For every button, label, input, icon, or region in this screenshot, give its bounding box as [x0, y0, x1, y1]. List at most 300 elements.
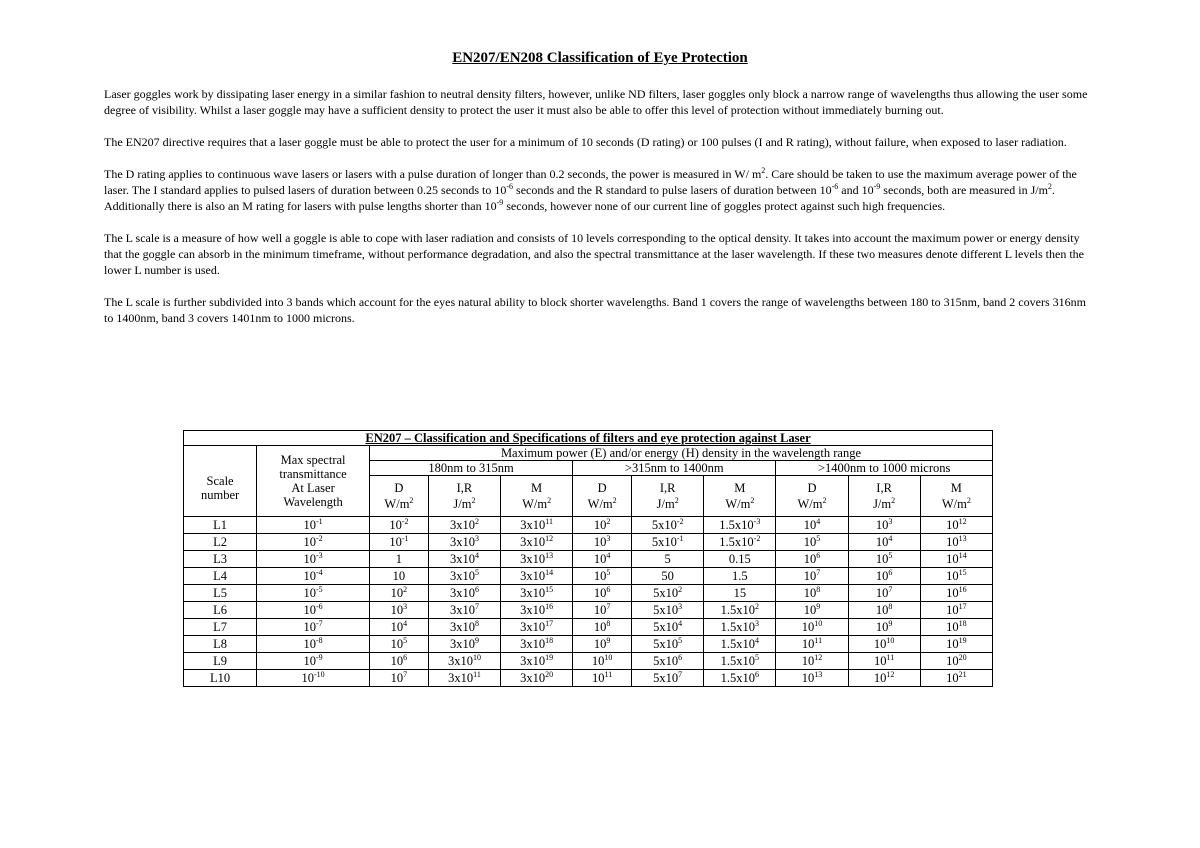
- table-cell: [501, 619, 573, 636]
- cell-exponent: 10: [886, 636, 895, 645]
- cell-base: 10: [303, 535, 316, 549]
- table-cell: [632, 534, 704, 551]
- cell-base: 1.5x10: [719, 535, 754, 549]
- cell-base: 10: [803, 552, 817, 566]
- cell-base: 10: [592, 671, 605, 685]
- column-unit-header: [776, 476, 848, 517]
- cell-base: 3x10: [520, 518, 546, 532]
- cell-base: 10: [803, 569, 817, 583]
- table-cell: [704, 653, 776, 670]
- unit-superscript: 2: [547, 496, 552, 505]
- cell-exponent: 7: [816, 568, 821, 577]
- table-cell: [632, 636, 704, 653]
- cell-exponent: 4: [755, 636, 759, 645]
- cell-base: 10: [875, 569, 889, 583]
- table-cell: [776, 517, 848, 534]
- cell-exponent: 8: [888, 602, 893, 611]
- cell-base: 10: [946, 654, 959, 668]
- scale-level-cell: L6: [184, 602, 257, 619]
- cell-exponent: 3: [755, 619, 759, 628]
- column-unit: [634, 496, 701, 512]
- cell-base: 10: [946, 620, 959, 634]
- cell-exponent: 6: [403, 653, 408, 662]
- table-cell: [428, 585, 500, 602]
- cell-exponent: 2: [403, 585, 408, 594]
- cell-base: 3x10: [449, 603, 475, 617]
- table-cell: [369, 534, 428, 551]
- cell-base: 10: [593, 603, 607, 617]
- cell-base: 10: [801, 654, 815, 668]
- table-cell: [632, 585, 704, 602]
- cell-exponent: -10: [313, 670, 325, 679]
- cell-base: 10: [946, 552, 959, 566]
- cell-exponent: 8: [816, 585, 821, 594]
- table-cell: [848, 534, 920, 551]
- cell-exponent: 14: [545, 568, 554, 577]
- table-cell: [257, 602, 370, 619]
- table-cell: [369, 602, 428, 619]
- cell-exponent: 2: [474, 517, 479, 526]
- cell-base: 5x10: [653, 603, 679, 617]
- table-row: [184, 534, 993, 551]
- cell-base: 10: [946, 518, 959, 532]
- cell-base: 3x10: [449, 535, 475, 549]
- cell-exponent: 20: [545, 670, 554, 679]
- band-header: 180nm to 315nm: [369, 461, 572, 476]
- unit-text: J/m: [656, 497, 675, 511]
- table-cell: [501, 602, 573, 619]
- table-cell: [776, 670, 848, 687]
- cell-base: 3x10: [449, 569, 475, 583]
- table-cell: [573, 534, 632, 551]
- cell-base: 1.5x10: [719, 518, 754, 532]
- table-cell: [848, 636, 920, 653]
- cell-exponent: -4: [315, 568, 323, 577]
- superscript: -6: [506, 182, 514, 191]
- table-cell: [428, 602, 500, 619]
- cell-exponent: 8: [474, 619, 479, 628]
- cell-exponent: 5: [755, 653, 759, 662]
- cell-base: 10: [591, 654, 605, 668]
- scale-level-cell: L2: [184, 534, 257, 551]
- table-cell: [848, 602, 920, 619]
- table-cell: [704, 670, 776, 687]
- unit-text: W/m: [797, 497, 823, 511]
- column-unit: [372, 496, 426, 512]
- cell-exponent: 15: [545, 585, 554, 594]
- table-cell: [632, 602, 704, 619]
- column-name: I,R: [876, 481, 892, 495]
- cell-exponent: 9: [888, 619, 893, 628]
- document-body: [104, 86, 1088, 342]
- table-cell: [501, 670, 573, 687]
- cell-base: 10: [593, 518, 607, 532]
- cell-base: 10: [946, 569, 959, 583]
- column-unit: [851, 496, 918, 512]
- text-run: seconds, however none of our current line of goggles protect against such high frequencies.: [503, 199, 946, 213]
- transmittance-header-line: Max spectral: [280, 453, 346, 467]
- cell-base: 10: [389, 518, 402, 532]
- cell-exponent: 2: [755, 602, 759, 611]
- cell-base: 10: [874, 654, 887, 668]
- cell-base: 10: [303, 518, 316, 532]
- cell-exponent: 12: [814, 653, 823, 662]
- cell-exponent: 9: [606, 636, 611, 645]
- unit-text: W/m: [725, 497, 751, 511]
- cell-base: 1.5x10: [720, 654, 755, 668]
- band-header: >1400nm to 1000 microns: [776, 461, 993, 476]
- band-header: >315nm to 1400nm: [573, 461, 776, 476]
- cell-exponent: -2: [315, 534, 323, 543]
- table-cell: [573, 517, 632, 534]
- paragraph-goggles-intro: Laser goggles work by dissipating laser energy in a similar fashion to neutral density filters, however, unlike ND filters, laser goggles only block a narrow range of wavelengths thus allowing the user some degree of visibility. Whilst a laser goggle may have a sufficient density to protect the user it must also be able to offer this level of protection without immediately burning out.: [104, 87, 1088, 117]
- cell-base: 1.5x10: [720, 603, 755, 617]
- cell-exponent: 3: [403, 602, 408, 611]
- column-unit: [503, 496, 570, 512]
- table-cell: [704, 534, 776, 551]
- superscript: 2: [1047, 182, 1052, 191]
- cell-base: 10: [390, 586, 404, 600]
- table-cell: [920, 670, 992, 687]
- table-cell: [501, 551, 573, 568]
- cell-base: 10: [803, 603, 817, 617]
- cell-exponent: 6: [678, 653, 683, 662]
- cell-exponent: 7: [888, 585, 893, 594]
- cell-base: 10: [593, 569, 607, 583]
- cell-base: 10: [873, 637, 887, 651]
- table-row: [184, 670, 993, 687]
- cell-exponent: -2: [676, 517, 684, 526]
- table-row: [184, 619, 993, 636]
- unit-text: W/m: [941, 497, 967, 511]
- column-name: M: [950, 481, 962, 495]
- spec-table-body: [184, 517, 993, 687]
- table-cell: [257, 551, 370, 568]
- table-cell: [257, 517, 370, 534]
- column-name: I,R: [456, 481, 473, 495]
- superscript: -9: [873, 182, 881, 191]
- cell-base: 15: [733, 586, 747, 600]
- column-unit: [431, 496, 498, 512]
- cell-base: 10: [303, 637, 316, 651]
- cell-exponent: 2: [678, 585, 683, 594]
- cell-base: 10: [875, 603, 889, 617]
- cell-exponent: 13: [545, 551, 554, 560]
- table-cell: [776, 602, 848, 619]
- cell-exponent: -7: [315, 619, 323, 628]
- cell-exponent: 2: [606, 517, 611, 526]
- cell-base: 5x10: [653, 620, 679, 634]
- table-cell: [920, 517, 992, 534]
- column-unit-header: [848, 476, 920, 517]
- cell-exponent: 4: [403, 619, 408, 628]
- table-cell: [632, 670, 704, 687]
- scale-level-cell: L10: [184, 670, 257, 687]
- cell-exponent: 9: [474, 636, 479, 645]
- column-name: I,R: [659, 481, 676, 495]
- cell-exponent: 7: [678, 670, 683, 679]
- cell-base: 10: [593, 586, 607, 600]
- cell-exponent: -3: [315, 551, 323, 560]
- unit-superscript: 2: [891, 496, 896, 505]
- unit-text: W/m: [587, 497, 613, 511]
- scale-level-cell: L8: [184, 636, 257, 653]
- cell-base: 50: [661, 569, 674, 583]
- cell-base: 5x10: [653, 586, 679, 600]
- cell-base: 10: [593, 620, 607, 634]
- cell-base: 10: [946, 671, 959, 685]
- cell-exponent: 8: [606, 619, 611, 628]
- table-cell: [257, 585, 370, 602]
- table-cell: [776, 534, 848, 551]
- cell-base: 1.5x10: [720, 620, 755, 634]
- cell-exponent: 5: [474, 568, 479, 577]
- superscript: -6: [831, 182, 839, 191]
- cell-base: 3x10: [520, 535, 546, 549]
- table-cell: [428, 653, 500, 670]
- table-cell: [573, 602, 632, 619]
- cell-exponent: 11: [604, 670, 613, 679]
- text-run: and 10: [838, 183, 874, 197]
- cell-exponent: -5: [315, 585, 323, 594]
- cell-exponent: 19: [958, 636, 967, 645]
- text-run: seconds and the R standard to pulse lasers of duration between 10: [513, 183, 832, 197]
- scale-header-line: number: [200, 488, 240, 502]
- table-cell: [848, 670, 920, 687]
- unit-superscript: 2: [612, 496, 617, 505]
- cell-exponent: -8: [315, 636, 323, 645]
- superscript: 2: [761, 166, 766, 175]
- paragraph-bands: The L scale is further subdivided into 3 bands which account for the eyes natural ability to block shorter wavelengths. Band 1 covers the range of wavelengths between 180 to 315nm, band 2 covers 316nm to 1400nm, band 3 covers 1401nm to 1000 microns.: [104, 295, 1086, 325]
- cell-exponent: 6: [755, 670, 759, 679]
- scale-number-header: [184, 446, 257, 517]
- column-unit: [923, 496, 990, 512]
- superscript: -9: [496, 198, 504, 207]
- cell-base: 3x10: [447, 654, 473, 668]
- table-cell: [632, 551, 704, 568]
- table-cell: [632, 619, 704, 636]
- cell-exponent: 11: [545, 517, 553, 526]
- table-cell: [632, 653, 704, 670]
- cell-base: 10: [593, 535, 607, 549]
- paragraph-ratings: [104, 166, 1088, 214]
- cell-base: 3x10: [520, 586, 546, 600]
- cell-base: 10: [801, 620, 815, 634]
- column-name: D: [394, 481, 404, 495]
- cell-exponent: -6: [315, 602, 323, 611]
- cell-exponent: 16: [958, 585, 967, 594]
- cell-exponent: -2: [401, 517, 409, 526]
- table-cell: [848, 619, 920, 636]
- table-row: [184, 602, 993, 619]
- paragraph-l-scale: The L scale is a measure of how well a goggle is able to cope with laser radiation and consists of 10 levels corresponding to the optical density. It takes into account the maximum power or energy density that the goggle can absorb in the minimum timeframe, without performance degradation, and also the spectral transmittance at the laser wavelength. If these two measures denote different L levels then the lower L number is used.: [104, 231, 1084, 277]
- table-cell: [573, 670, 632, 687]
- cell-exponent: 7: [403, 670, 408, 679]
- cell-base: 10: [303, 569, 316, 583]
- column-unit: [778, 496, 845, 512]
- transmittance-header-line: At Laser: [291, 481, 335, 495]
- cell-base: 10: [593, 552, 607, 566]
- table-cell: [257, 653, 370, 670]
- cell-exponent: 4: [888, 534, 893, 543]
- column-unit: [706, 496, 773, 512]
- cell-exponent: -1: [401, 534, 409, 543]
- cell-exponent: 12: [886, 670, 895, 679]
- column-unit-header: [704, 476, 776, 517]
- unit-text: J/m: [873, 497, 892, 511]
- table-cell: [920, 551, 992, 568]
- text-run: seconds, both are measured in J/m: [880, 183, 1048, 197]
- table-cell: [257, 636, 370, 653]
- table-cell: [257, 619, 370, 636]
- unit-superscript: 2: [750, 496, 755, 505]
- paragraph-en207-directive: The EN207 directive requires that a laser goggle must be able to protect the user for a minimum of 10 seconds (D rating) or 100 pulses (I and R rating), without failure, when exposed to laser radiation.: [104, 135, 1067, 149]
- table-cell: [704, 636, 776, 653]
- scale-level-cell: L4: [184, 568, 257, 585]
- table-cell: [257, 534, 370, 551]
- table-cell: [573, 585, 632, 602]
- column-unit-header: [573, 476, 632, 517]
- table-cell: [369, 517, 428, 534]
- cell-base: 10: [803, 586, 817, 600]
- cell-exponent: 15: [958, 568, 967, 577]
- table-title: EN207 – Classification and Specifications of filters and eye protection against Laser: [184, 431, 993, 446]
- column-unit-header: [632, 476, 704, 517]
- cell-base: 3x10: [449, 637, 475, 651]
- unit-superscript: 2: [471, 496, 476, 505]
- cell-base: 10: [875, 518, 889, 532]
- cell-exponent: 10: [604, 653, 613, 662]
- table-cell: [848, 551, 920, 568]
- cell-exponent: -1: [315, 517, 323, 526]
- cell-base: 10: [803, 535, 817, 549]
- cell-exponent: 5: [888, 551, 893, 560]
- column-unit-header: [369, 476, 428, 517]
- table-cell: [428, 636, 500, 653]
- document-title: EN207/EN208 Classification of Eye Protection: [452, 50, 748, 66]
- table-cell: [428, 534, 500, 551]
- table-cell: [573, 568, 632, 585]
- cell-base: 5x10: [651, 518, 677, 532]
- cell-exponent: 4: [606, 551, 611, 560]
- cell-base: 10: [390, 654, 404, 668]
- table-cell: [704, 551, 776, 568]
- table-cell: [920, 568, 992, 585]
- cell-base: 10: [303, 620, 316, 634]
- cell-exponent: 3: [474, 534, 479, 543]
- cell-base: 3x10: [520, 552, 546, 566]
- table-cell: [848, 653, 920, 670]
- table-row: [184, 551, 993, 568]
- cell-base: 10: [801, 671, 815, 685]
- table-cell: [848, 585, 920, 602]
- cell-base: 3x10: [520, 637, 546, 651]
- table-cell: [920, 585, 992, 602]
- cell-exponent: -9: [315, 653, 323, 662]
- unit-superscript: 2: [966, 496, 971, 505]
- cell-base: 10: [593, 637, 607, 651]
- table-cell: [428, 670, 500, 687]
- cell-exponent: 11: [886, 653, 895, 662]
- table-cell: [704, 619, 776, 636]
- cell-base: 10: [803, 518, 817, 532]
- cell-exponent: 11: [814, 636, 823, 645]
- table-cell: [501, 653, 573, 670]
- cell-exponent: -3: [753, 517, 761, 526]
- table-cell: [501, 534, 573, 551]
- cell-exponent: 4: [816, 517, 821, 526]
- table-cell: [704, 585, 776, 602]
- table-row: [184, 568, 993, 585]
- cell-exponent: -2: [753, 534, 761, 543]
- cell-base: 10: [303, 586, 316, 600]
- table-cell: [428, 619, 500, 636]
- table-cell: [428, 551, 500, 568]
- cell-base: 3x10: [448, 671, 474, 685]
- table-cell: [920, 602, 992, 619]
- column-unit-header: [920, 476, 992, 517]
- cell-base: 5x10: [653, 671, 679, 685]
- cell-exponent: 13: [958, 534, 967, 543]
- cell-base: 10: [389, 535, 402, 549]
- cell-exponent: 3: [888, 517, 893, 526]
- cell-exponent: -1: [676, 534, 684, 543]
- scale-level-cell: L5: [184, 585, 257, 602]
- cell-exponent: 10: [472, 653, 481, 662]
- cell-base: 3x10: [520, 603, 546, 617]
- cell-exponent: 5: [606, 568, 611, 577]
- table-cell: [501, 517, 573, 534]
- cell-base: 1.5x10: [720, 637, 755, 651]
- table-cell: [776, 585, 848, 602]
- cell-base: 3x10: [449, 586, 475, 600]
- table-cell: [369, 551, 428, 568]
- table-cell: [369, 670, 428, 687]
- cell-base: 3x10: [449, 620, 475, 634]
- scale-level-cell: L9: [184, 653, 257, 670]
- scale-level-cell: L7: [184, 619, 257, 636]
- cell-base: 3x10: [520, 569, 546, 583]
- unit-superscript: 2: [409, 496, 414, 505]
- max-density-header: Maximum power (E) and/or energy (H) density in the wavelength range: [369, 446, 992, 461]
- text-run: . Care should be taken to use the maximum average power of the laser. The I standard applies to pulsed lasers of duration between 0.25 seconds to 10: [104, 167, 1077, 197]
- transmittance-header: [257, 446, 370, 517]
- cell-base: 10: [303, 603, 316, 617]
- table-cell: [257, 670, 370, 687]
- table-cell: [428, 568, 500, 585]
- table-row: [184, 653, 993, 670]
- table-cell: [776, 551, 848, 568]
- unit-text: J/m: [453, 497, 472, 511]
- cell-exponent: 17: [545, 619, 554, 628]
- cell-base: 3x10: [520, 654, 546, 668]
- table-cell: [920, 534, 992, 551]
- text-run: . Additionally there is also an M rating for lasers with pulse lengths shorter than 10: [104, 183, 1055, 213]
- table-cell: [920, 636, 992, 653]
- cell-exponent: 9: [816, 602, 821, 611]
- cell-exponent: 6: [888, 568, 893, 577]
- transmittance-header-line: Wavelength: [283, 495, 343, 509]
- table-cell: [848, 568, 920, 585]
- cell-exponent: 3: [678, 602, 683, 611]
- cell-base: 10: [875, 552, 889, 566]
- cell-exponent: 10: [814, 619, 823, 628]
- en207-spec-table: [183, 430, 993, 687]
- cell-exponent: 5: [403, 636, 408, 645]
- table-cell: [776, 636, 848, 653]
- cell-base: 3x10: [520, 671, 546, 685]
- table-cell: [704, 517, 776, 534]
